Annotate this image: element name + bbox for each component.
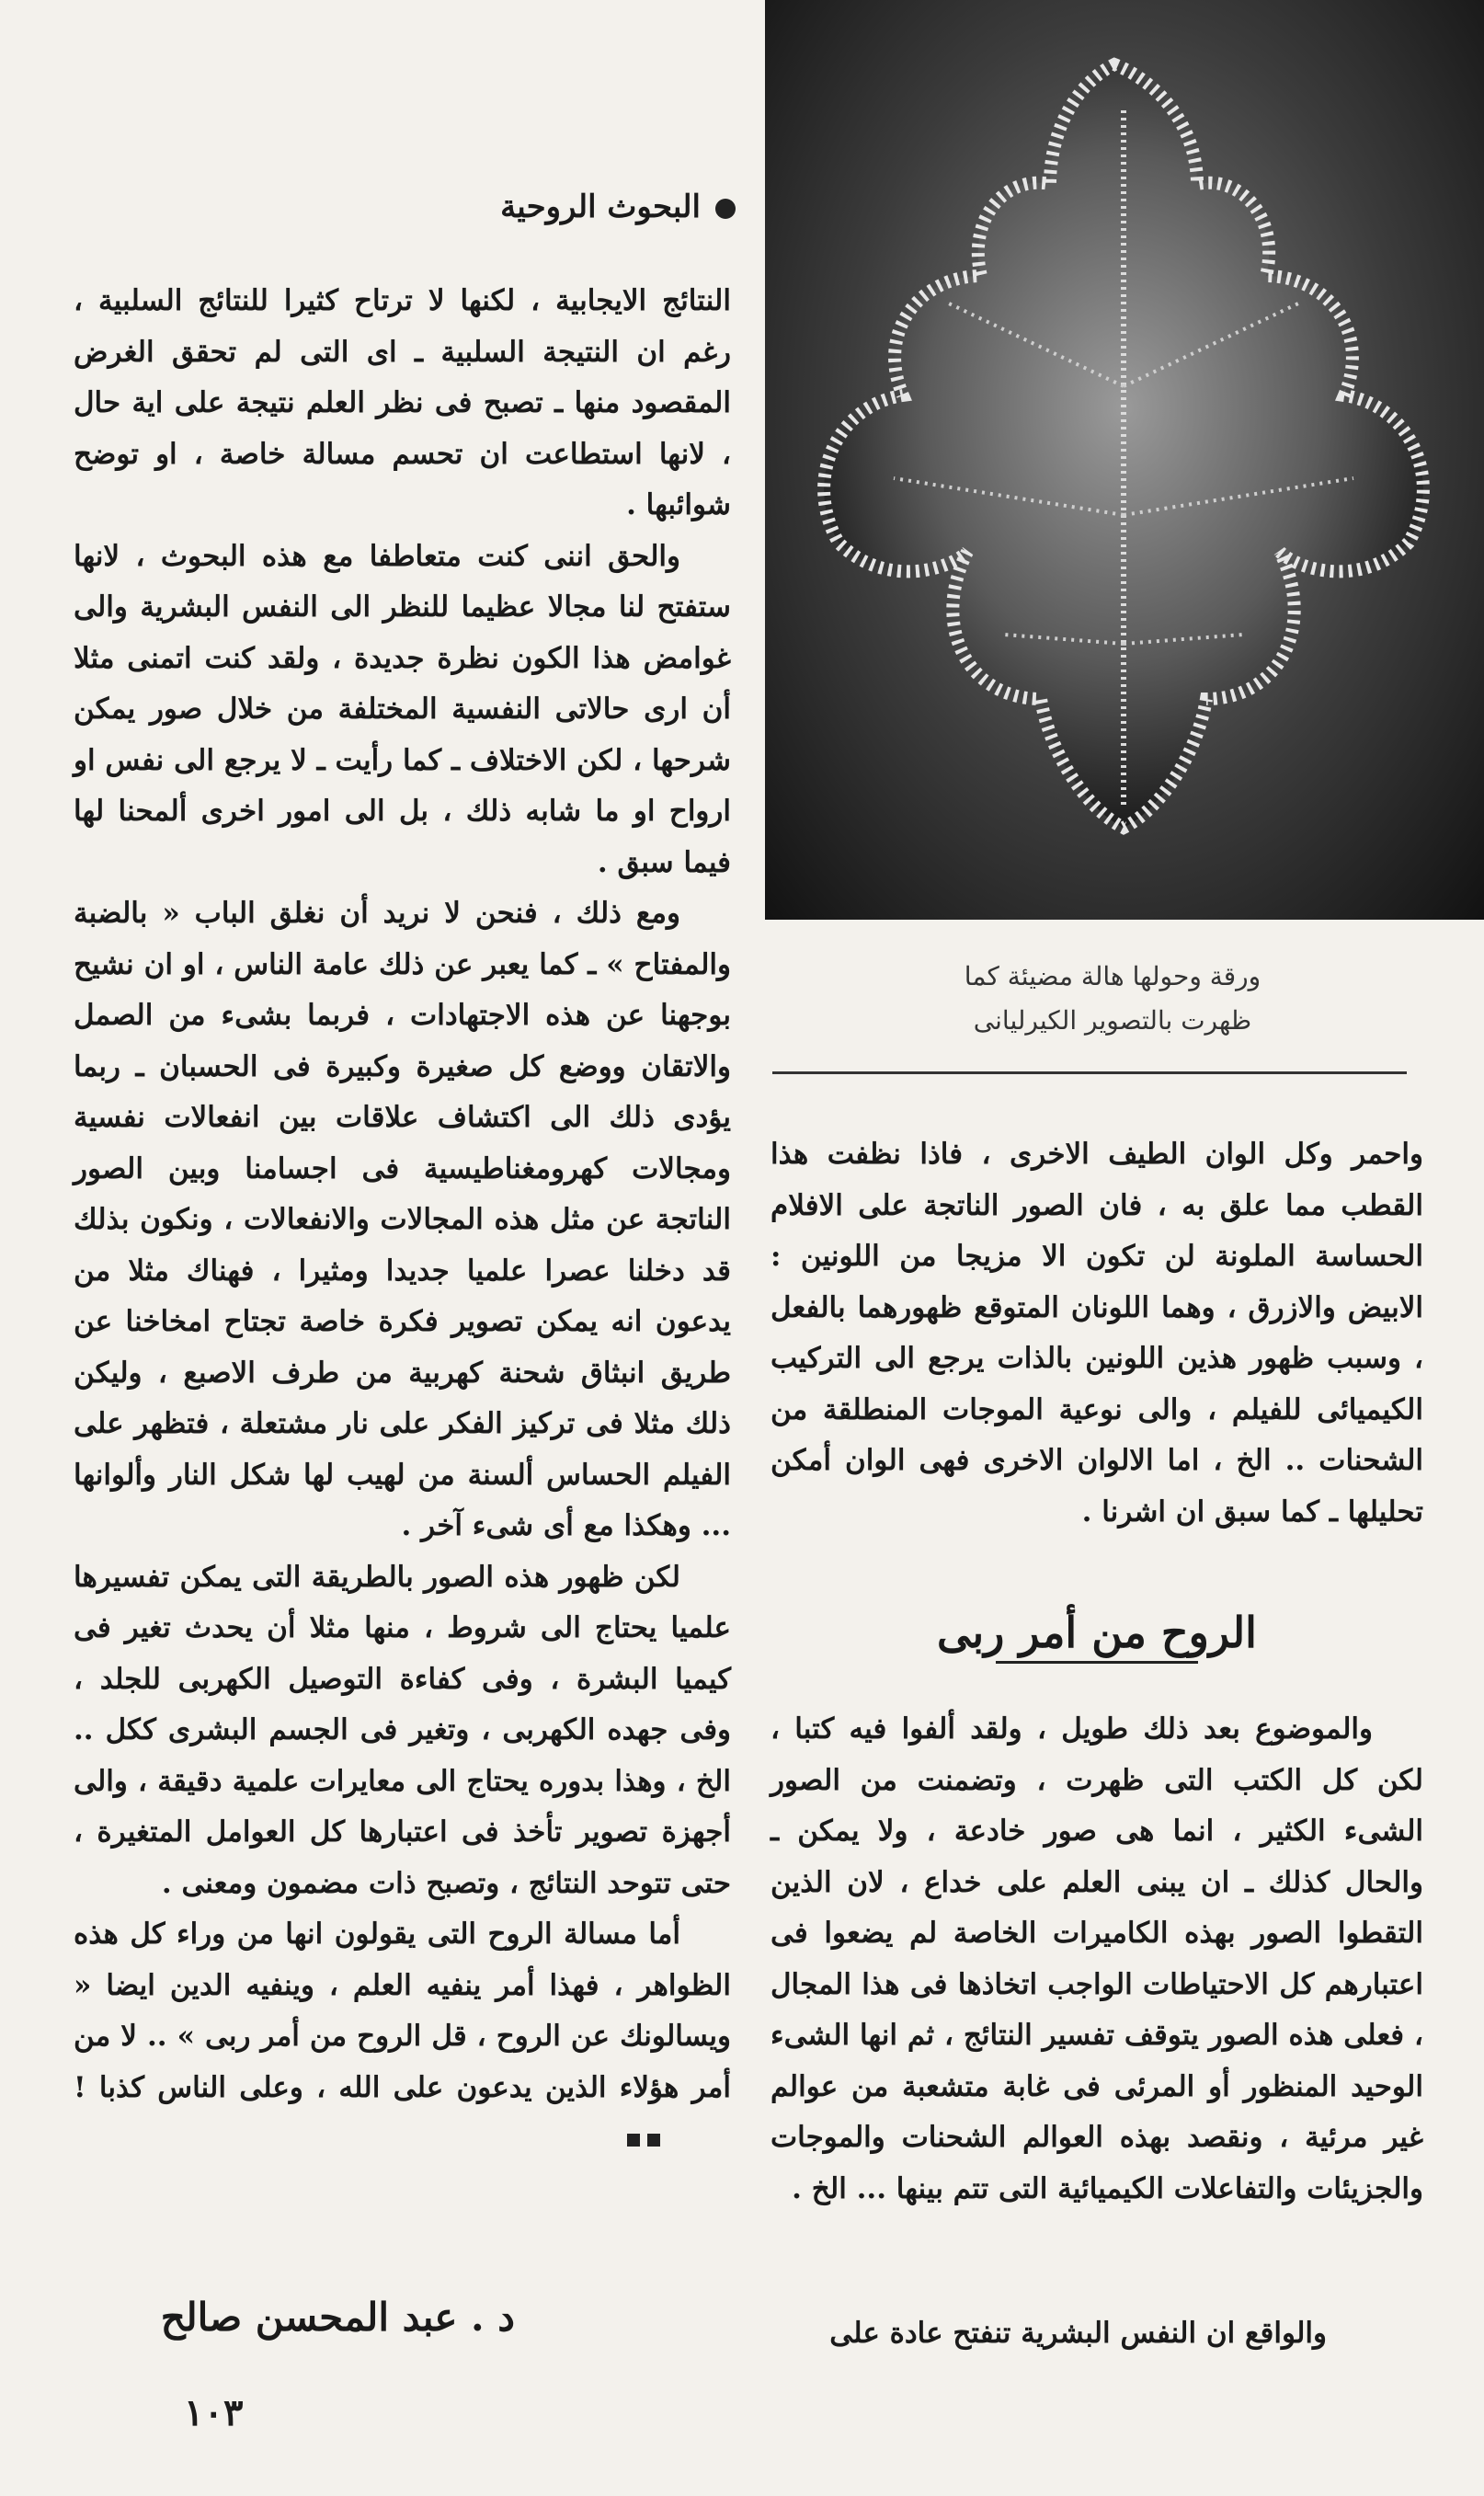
kirlian-leaf-photo <box>765 0 1484 920</box>
left-paragraph-3: ومع ذلك ، فنحن لا نريد أن نغلق الباب « بالضبة والمفتاح » ـ كما يعبر عن ذلك عامة الناس ، او ان نشيح بوجهنا عن هذه الاجتهادات ، فربما بشىء من الصمل والاتقان ووضع كل صغيرة وكبيرة فى الحسبان ـ ربما يؤدى ذلك الى اكتشاف علاقات بين انفعالات نفسية ومجالات كهرومغناطيسية فى اجسامنا وبين الصور الناتجة عن مثل هذه المجالات والانفعالات ، ونكون بذلك قد دخلنا عصرا علميا جديدا ومثيرا ، فهناك مثلا من يدعون انه يمكن تصوير فكرة خاصة تجتاح امخاخنا عن طريق انبثاق شحنة كهربية من طرف الاصبع ، وليكن ذلك مثلا فى تركيز الفكر على نار مشتعلة ، فتظهر على الفيلم الحساس ألسنة من لهيب لها شكل النار وألوانها ... وهكذا مع أى شىء آخر . <box>74 897 731 1542</box>
caption-line-2: ظهرت بالتصوير الكيرليانى <box>973 1005 1252 1036</box>
end-of-article-icon <box>627 2113 718 2165</box>
author-name: د . عبد المحسن صالح <box>160 2295 515 2340</box>
left-paragraph-1: النتائج الايجابية ، لكنها لا ترتاح كثيرا للنتائج السلبية ، رغم ان النتيجة السلبية ـ اى التى لم تحقق الغرض المقصود منها ـ تصبح فى نظر العلم نتيجة على اية حال ، لانها استطاعت ان تحسم مسالة خاصة ، او توضح شوائبها . <box>74 284 731 521</box>
page-number: ١٠٣ <box>184 2391 244 2434</box>
left-paragraph-5 <box>74 1909 731 2165</box>
right-paragraph-3: والواقع ان النفس البشرية تنفتح عادة على <box>829 2317 1327 2350</box>
section-subheading <box>771 1608 1423 1664</box>
photo-caption <box>791 955 1434 1043</box>
glowing-leaf-image <box>765 0 1484 920</box>
left-paragraph-5-text: أما مسالة الروح التى يقولون انها من وراء كل هذه الظواهر ، فهذا أمر ينفيه العلم ، وينفيه الدين ايضا « ويسالونك عن الروح ، قل الروح من أمر ربى » .. لا من أمر هؤلاء الذين يدعون على الله ، وعلى الناس كذبا ! <box>74 1918 731 2104</box>
subheading-underline <box>996 1661 1198 1664</box>
right-text-column-bottom <box>771 2308 1377 2360</box>
right-paragraph-2: والموضوع بعد ذلك طويل ، ولقد ألفوا فيه كتبا ، لكن كل الكتب التى ظهرت ، وتضمنت من الصور الشىء الكثير ، انما هى صور خادعة ، ولا يمكن ـ والحال كذلك ـ ان يبنى العلم على خداع ، لان الذين التقطوا الصور بهذه الكاميرات الخاصة لم يضعوا فى اعتبارهم كل الاحتياطات الواجب اتخاذها فى هذا المجال ، فعلى هذه الصور يتوقف تفسير النتائج ، ثم انها الشىء الوحيد المنظور أو المرئى فى غابة متشعبة من عوالم غير مرئية ، ونقصد بهذه العوالم الشحنات والموجات والجزيئات والتفاعلات الكيميائية التى تتم بينها ... الخ . <box>771 1712 1423 2205</box>
left-text-column <box>74 276 731 2165</box>
subheading-text: الروح من أمر ربى <box>937 1608 1257 1657</box>
right-paragraph-1: واحمر وكل الوان الطيف الاخرى ، فاذا نظفت هذا القطب مما علق به ، فان الصور الناتجة على الافلام الحساسة الملونة لن تكون الا مزيجا من اللونين : الابيض والازرق ، وهما اللونان المتوقع ظهورهما بالفعل ، وسبب ظهور هذين اللونين بالذات يرجع الى التركيب الكيميائى للفيلم ، والى نوعية الموجات المنطلقة من الشحنات .. الخ ، اما الالوان الاخرى فهى الوان أمكن تحليلها ـ كما سبق ان اشرنا . <box>771 1138 1423 1529</box>
caption-divider <box>772 1071 1407 1074</box>
bullet-dot-icon <box>715 199 736 219</box>
section-title: البحوث الروحية <box>500 189 701 225</box>
right-text-column-top <box>771 1129 1423 1538</box>
left-paragraph-2: والحق اننى كنت متعاطفا مع هذه البحوث ، لانها ستفتح لنا مجالا عظيما للنظر الى النفس البشرية والى غوامض هذا الكون نظرة جديدة ، ولقد كنت اتمنى مثلا أن ارى حالاتى النفسية المختلفة من خلال صور يمكن شرحها ، لكن الاختلاف ـ كما رأيت ـ لا يرجع الى نفس او ارواح او ما شابه ذلك ، بل الى امور اخرى ألمحنا لها فيما سبق . <box>74 539 731 879</box>
left-paragraph-4: لكن ظهور هذه الصور بالطريقة التى يمكن تفسيرها علميا يحتاج الى شروط ، منها مثلا أن يحدث تغير فى كيميا البشرة ، وفى كفاءة التوصيل الكهربى للجلد ، وفى جهده الكهربى ، وتغير فى الجسم البشرى ككل .. الخ ، وهذا بدوره يحتاج الى معايرات علمية دقيقة ، والى أجهزة تصوير تأخذ فى اعتبارها كل العوامل المتغيرة ، حتى تتوحد النتائج ، وتصبح ذات مضمون ومعنى . <box>74 1560 731 1900</box>
caption-line-1: ورقة وحولها هالة مضيئة كما <box>964 961 1261 991</box>
section-header <box>37 189 736 225</box>
right-text-column-middle <box>771 1704 1423 2215</box>
